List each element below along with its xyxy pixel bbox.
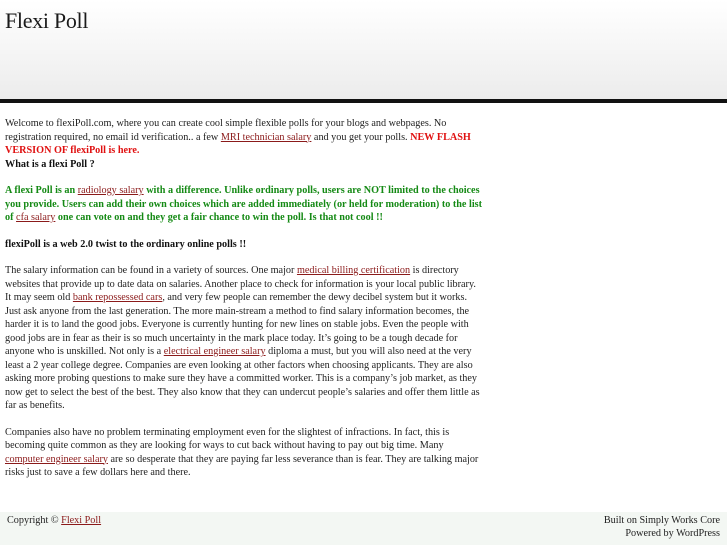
green-text-1: A flexi Poll is an <box>5 185 78 196</box>
site-title-link[interactable]: Flexi Poll <box>5 8 89 33</box>
copyright-text: Copyright © <box>7 515 62 526</box>
intro-paragraph <box>5 117 483 171</box>
green-text-3: one can vote on and they get a fair chance to win the poll. Is that not cool !! <box>55 212 383 223</box>
companies-text-2: are so desperate that they are paying far less severance than is fear. They are talking major risks just to save a few dollars here and there. <box>5 453 479 478</box>
footer-credits <box>604 514 720 540</box>
intro-text-1: Welcome to flexiPoll.com, where you can create cool simple flexible polls for your blogs and webpages. No registration required, no email id verification.. a few <box>5 118 447 143</box>
green-text-2: with a difference. Unlike ordinary polls, users are NOT limited to the choices you provide. Users can add their own choices which are added immediately (or held for moderation) to the list of <box>5 185 483 223</box>
flexi-poll-description <box>5 184 483 225</box>
mri-technician-salary-link[interactable]: MRI technician salary <box>220 131 312 143</box>
flash-notice: NEW FLASH VERSION OF flexiPoll is here. <box>5 131 471 156</box>
twist-heading: flexiPoll is a web 2.0 twist to the ordinary online polls !! <box>5 238 247 250</box>
companies-paragraph <box>5 426 483 480</box>
salary-text-2: is directory websites that provide up to date data on salaries. Another place to check for information is your local public library. It may seem old <box>5 265 476 303</box>
salary-paragraph <box>5 264 483 413</box>
electrical-engineer-salary-link[interactable]: electrical engineer salary <box>163 346 266 357</box>
site-footer <box>0 512 727 545</box>
intro-text-2: and you get your polls. <box>311 131 411 143</box>
companies-text-1: Companies also have no problem terminating employment even for the slightest of infractions. In fact, this is becoming quite common as they are looking for ways to cut back without having to pay out big time. Many <box>5 426 450 451</box>
question-heading: What is a flexi Poll ? <box>5 158 95 170</box>
radiology-salary-link[interactable]: radiology salary <box>77 185 144 196</box>
medical-billing-certification-link[interactable]: medical billing certification <box>296 265 411 276</box>
main-content <box>5 117 483 493</box>
footer-flexi-poll-link[interactable]: Flexi Poll <box>61 515 102 526</box>
bank-repossessed-cars-link[interactable]: bank repossessed cars <box>72 292 163 303</box>
site-header <box>0 0 727 99</box>
powered-by-text: Powered by WordPress <box>625 528 720 539</box>
footer-copyright <box>7 514 101 527</box>
salary-text-1: The salary information can be found in a variety of sources. One major <box>5 265 297 276</box>
salary-text-3: , and very few people can remember the dewy decibel system but it works. Just ask anyone from the last generation. The more main-stream a method to find salary information becomes, the harder it is to land the good jobs. Everyone is currently hunting for new lines on stable jobs. Even the people with good jobs are in fear as their is so much uncertainty in the mark place today. It’s going to be a tough decade for anyone who is unskilled. Not only is a <box>5 292 470 357</box>
built-on-text: Built on Simply Works Core <box>603 515 720 526</box>
computer-engineer-salary-link[interactable]: computer engineer salary <box>5 453 108 465</box>
header-divider <box>0 99 727 103</box>
cfa-salary-link[interactable]: cfa salary <box>16 212 56 223</box>
salary-text-4: diploma a must, but you will also need at the very least a 2 year college degree. Companies are even looking at other factors when choosing applicants. They are also asking more probing questions to make sure they have a committed worker. This is a company’s job market, as they now get to select the best of the best. They also know that they can undercut people’s salaries and offer them little as far as benefits. <box>5 346 480 411</box>
